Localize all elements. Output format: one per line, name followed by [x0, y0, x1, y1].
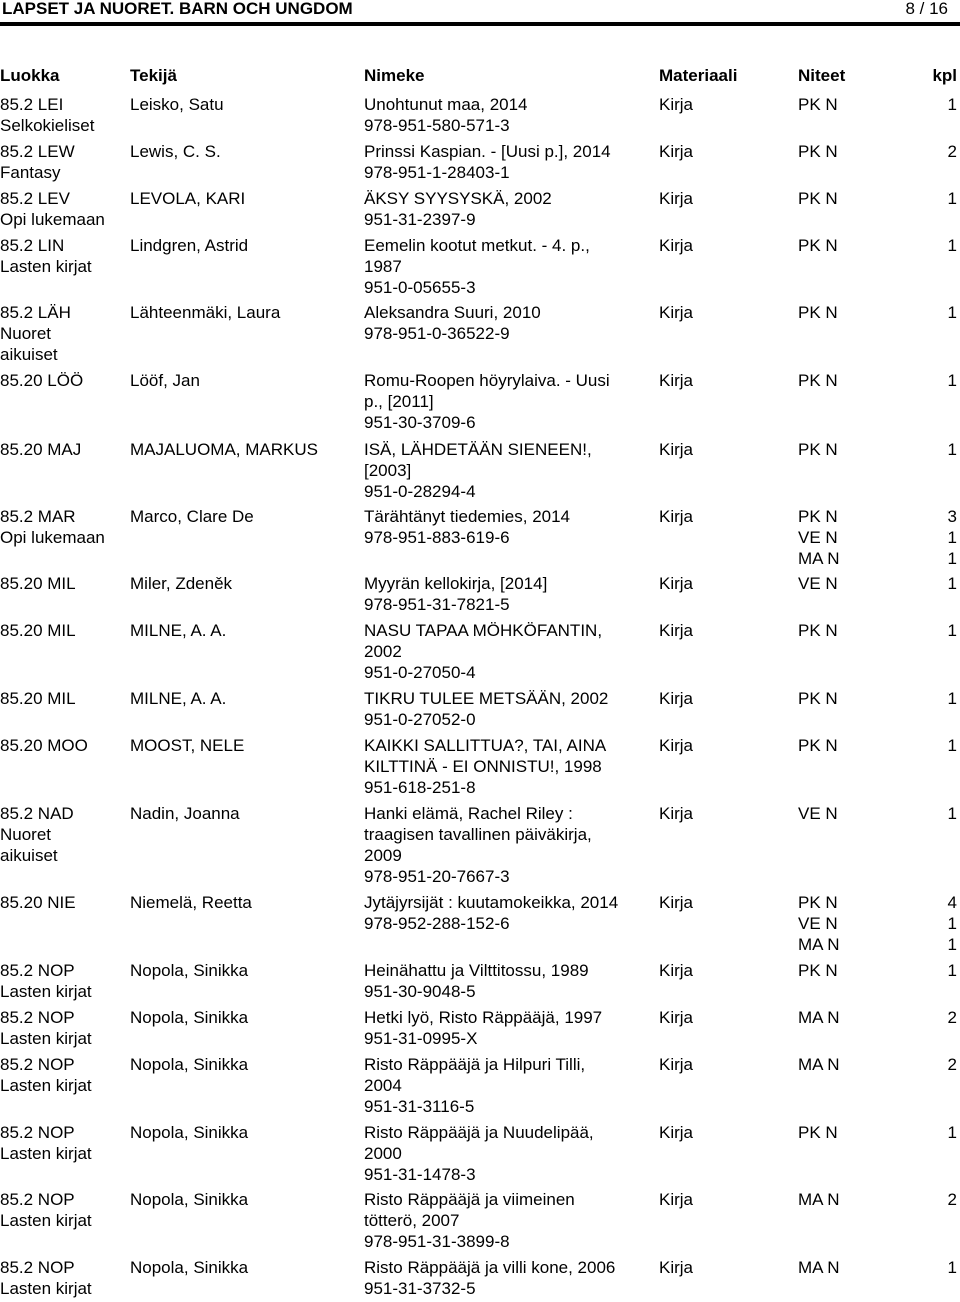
luokka-cell-line: 85.20 NIE: [0, 893, 76, 912]
nimeke-cell-line: 978-951-31-3899-8: [364, 1232, 510, 1251]
luokka-cell-line: Fantasy: [0, 163, 61, 182]
tekija-cell: Nadin, Joanna: [130, 804, 240, 823]
luokka-cell-line: 85.20 MIL: [0, 621, 76, 640]
niteet-cell: [798, 735, 838, 756]
luokka-cell: [0, 1122, 92, 1164]
nimeke-cell: [364, 735, 606, 798]
kpl-value: 1: [947, 621, 957, 640]
nimeke-cell: [364, 892, 618, 934]
niteet-cell: [798, 1257, 840, 1278]
luokka-cell-line: Lasten kirjat: [0, 1211, 92, 1230]
nimeke-cell-line: 951-30-3709-6: [364, 413, 476, 432]
nimeke-cell-line: 2009: [364, 846, 402, 865]
kpl-cell: [948, 141, 957, 162]
luokka-cell: [0, 1189, 92, 1231]
nimeke-cell-line: 978-951-20-7667-3: [364, 867, 510, 886]
niteet-cell: [798, 439, 838, 460]
nimeke-cell-line: 951-0-27052-0: [364, 710, 476, 729]
kpl-value: 1: [947, 1258, 957, 1277]
luokka-cell: [0, 235, 92, 277]
niteet-cell: [798, 188, 838, 209]
niteet-cell-line: PK N: [798, 440, 838, 459]
nimeke-cell: [364, 573, 547, 615]
tekija-cell: Lewis, C. S.: [130, 142, 221, 161]
niteet-cell-line: PK N: [798, 303, 838, 322]
luokka-cell: [0, 960, 92, 1002]
kpl-value: 1: [947, 549, 957, 568]
tekija-cell: Nopola, Sinikka: [130, 1258, 249, 1277]
nimeke-cell: [364, 439, 592, 502]
materiaali-cell: Kirja: [659, 142, 694, 161]
niteet-cell-line: VE N: [798, 804, 838, 823]
luokka-cell: [0, 735, 88, 756]
nimeke-cell-line: 2000: [364, 1144, 402, 1163]
niteet-cell: [798, 688, 838, 709]
luokka-cell-line: 85.2 NOP: [0, 1008, 75, 1027]
nimeke-cell-line: Eemelin kootut metkut. - 4. p.,: [364, 236, 590, 255]
column-header-tekija: Tekijä: [130, 66, 177, 85]
kpl-cell: [948, 235, 957, 256]
nimeke-cell-line: TIKRU TULEE METSÄÄN, 2002: [364, 689, 609, 708]
materiaali-cell: Kirja: [659, 440, 694, 459]
niteet-cell-line: PK N: [798, 142, 838, 161]
niteet-cell-line: MA N: [798, 935, 840, 954]
niteet-cell: [798, 1054, 840, 1075]
niteet-cell: [798, 506, 840, 569]
niteet-cell: [798, 960, 838, 981]
kpl-value: 1: [947, 804, 957, 823]
kpl-cell: [948, 803, 957, 824]
nimeke-cell-line: 951-0-05655-3: [364, 278, 476, 297]
luokka-cell: [0, 188, 105, 230]
tekija-cell: Nopola, Sinikka: [130, 961, 249, 980]
tekija-cell: MILNE, A. A.: [130, 621, 227, 640]
luokka-cell: [0, 439, 81, 460]
column-header-niteet: Niteet: [798, 66, 846, 85]
tekija-cell: Leisko, Satu: [130, 95, 224, 114]
kpl-cell: [948, 1054, 957, 1075]
nimeke-cell-line: NASU TAPAA MÖHKÖFANTIN,: [364, 621, 603, 640]
kpl-value: 2: [947, 142, 957, 161]
kpl-value: 3: [947, 507, 957, 526]
luokka-cell-line: Selkokieliset: [0, 116, 95, 135]
niteet-cell-line: PK N: [798, 507, 838, 526]
luokka-cell: [0, 573, 76, 594]
kpl-cell: [948, 188, 957, 209]
luokka-cell-line: 85.2 NOP: [0, 961, 75, 980]
nimeke-cell-line: 978-951-580-571-3: [364, 116, 510, 135]
luokka-cell-line: Lasten kirjat: [0, 982, 92, 1001]
kpl-value: 1: [947, 935, 957, 954]
niteet-cell: [798, 370, 838, 391]
tekija-cell: Lähteenmäki, Laura: [130, 303, 281, 322]
materiaali-cell: Kirja: [659, 1123, 694, 1142]
niteet-cell: [798, 803, 838, 824]
kpl-cell: [948, 370, 957, 391]
niteet-cell-line: VE N: [798, 528, 838, 547]
column-header-luokka: Luokka: [0, 66, 60, 85]
materiaali-cell: Kirja: [659, 189, 694, 208]
luokka-cell-line: Nuoret: [0, 825, 52, 844]
luokka-cell-line: 85.2 NOP: [0, 1190, 75, 1209]
nimeke-cell: [364, 94, 528, 136]
materiaali-cell: Kirja: [659, 507, 694, 526]
luokka-cell-line: 85.2 LEI: [0, 95, 64, 114]
luokka-cell: [0, 1257, 92, 1299]
nimeke-cell-line: 951-31-0995-X: [364, 1029, 478, 1048]
tekija-cell: Lindgren, Astrid: [130, 236, 249, 255]
page-number: 8 / 16: [905, 0, 948, 18]
kpl-value: 1: [947, 689, 957, 708]
tekija-cell: Niemelä, Reetta: [130, 893, 252, 912]
materiaali-cell: Kirja: [659, 893, 694, 912]
nimeke-cell-line: KAIKKI SALLITTUA?, TAI, AINA: [364, 736, 607, 755]
kpl-value: 2: [947, 1190, 957, 1209]
kpl-cell: [948, 302, 957, 323]
materiaali-cell: Kirja: [659, 1055, 694, 1074]
kpl-value: 1: [947, 914, 957, 933]
kpl-cell: [948, 960, 957, 981]
luokka-cell-line: 85.20 MOO: [0, 736, 88, 755]
niteet-cell: [798, 141, 838, 162]
kpl-value: 1: [947, 303, 957, 322]
nimeke-cell: [364, 620, 602, 683]
niteet-cell-line: PK N: [798, 95, 838, 114]
nimeke-cell-line: 951-618-251-8: [364, 778, 476, 797]
nimeke-cell-line: traagisen tavallinen päiväkirja,: [364, 825, 592, 844]
niteet-cell-line: MA N: [798, 1055, 840, 1074]
nimeke-cell-line: Hanki elämä, Rachel Riley :: [364, 804, 573, 823]
tekija-cell: MAJALUOMA, MARKUS: [130, 440, 318, 459]
materiaali-cell: Kirja: [659, 95, 694, 114]
nimeke-cell-line: 951-0-28294-4: [364, 482, 476, 501]
nimeke-cell: [364, 1122, 594, 1185]
nimeke-cell-line: 951-31-3732-5: [364, 1279, 476, 1298]
nimeke-cell-line: Risto Räppääjä ja villi kone, 2006: [364, 1258, 616, 1277]
nimeke-cell: [364, 370, 610, 433]
niteet-cell-line: PK N: [798, 621, 838, 640]
nimeke-cell: [364, 803, 592, 887]
luokka-cell-line: 85.2 NAD: [0, 804, 74, 823]
niteet-cell-line: VE N: [798, 574, 838, 593]
luokka-cell: [0, 1007, 92, 1049]
nimeke-cell-line: tötterö, 2007: [364, 1211, 460, 1230]
nimeke-cell: [364, 506, 570, 548]
niteet-cell-line: MA N: [798, 549, 840, 568]
materiaali-cell: Kirja: [659, 689, 694, 708]
luokka-cell-line: 85.20 MIL: [0, 689, 76, 708]
nimeke-cell-line: 951-31-2397-9: [364, 210, 476, 229]
niteet-cell: [798, 573, 838, 594]
luokka-cell: [0, 803, 74, 866]
luokka-cell-line: 85.2 LEW: [0, 142, 75, 161]
tekija-cell: MILNE, A. A.: [130, 689, 227, 708]
kpl-value: 1: [947, 736, 957, 755]
luokka-cell-line: 85.2 NOP: [0, 1123, 75, 1142]
nimeke-cell-line: Jytäjyrsijät : kuutamokeikka, 2014: [364, 893, 619, 912]
kpl-cell: [948, 620, 957, 641]
kpl-cell: [948, 688, 957, 709]
niteet-cell-line: PK N: [798, 736, 838, 755]
materiaali-cell: Kirja: [659, 804, 694, 823]
nimeke-cell-line: Myyrän kellokirja, [2014]: [364, 574, 548, 593]
materiaali-cell: Kirja: [659, 621, 694, 640]
nimeke-cell-line: Romu-Roopen höyrylaiva. - Uusi: [364, 371, 610, 390]
materiaali-cell: Kirja: [659, 1258, 694, 1277]
niteet-cell-line: PK N: [798, 1123, 838, 1142]
kpl-value: 2: [947, 1008, 957, 1027]
nimeke-cell: [364, 1257, 615, 1299]
nimeke-cell: [364, 688, 608, 730]
niteet-cell: [798, 302, 838, 323]
nimeke-cell: [364, 141, 611, 183]
luokka-cell-line: Lasten kirjat: [0, 1279, 92, 1298]
luokka-cell-line: 85.20 LÖÖ: [0, 371, 84, 390]
materiaali-cell: Kirja: [659, 303, 694, 322]
luokka-cell: [0, 506, 105, 548]
kpl-cell: [948, 439, 957, 460]
nimeke-cell-line: 2004: [364, 1076, 402, 1095]
tekija-cell: MOOST, NELE: [130, 736, 245, 755]
nimeke-cell-line: KILTTINÄ - EI ONNISTU!, 1998: [364, 757, 602, 776]
header-rule: [0, 22, 960, 26]
nimeke-cell-line: 978-951-31-7821-5: [364, 595, 510, 614]
nimeke-cell-line: p., [2011]: [364, 392, 434, 411]
kpl-value: 1: [947, 1123, 957, 1142]
niteet-cell: [798, 94, 838, 115]
column-header-nimeke: Nimeke: [364, 66, 425, 85]
kpl-value: 1: [947, 440, 957, 459]
nimeke-cell-line: ÄKSY SYYSYSKÄ, 2002: [364, 189, 552, 208]
nimeke-cell-line: Risto Räppääjä ja Nuudelipää,: [364, 1123, 594, 1142]
niteet-cell-line: PK N: [798, 961, 838, 980]
tekija-cell: Nopola, Sinikka: [130, 1008, 249, 1027]
column-header-kpl: kpl: [932, 66, 957, 85]
nimeke-cell-line: Risto Räppääjä ja viimeinen: [364, 1190, 575, 1209]
luokka-cell: [0, 892, 76, 913]
luokka-cell-line: 85.2 LEV: [0, 189, 70, 208]
luokka-cell: [0, 141, 75, 183]
niteet-cell-line: MA N: [798, 1258, 840, 1277]
nimeke-cell-line: 951-0-27050-4: [364, 663, 476, 682]
luokka-cell: [0, 620, 76, 641]
nimeke-cell-line: Risto Räppääjä ja Hilpuri Tilli,: [364, 1055, 586, 1074]
nimeke-cell-line: ISÄ, LÄHDETÄÄN SIENEEN!,: [364, 440, 592, 459]
nimeke-cell-line: [2003]: [364, 461, 412, 480]
luokka-cell-line: aikuiset: [0, 846, 58, 865]
tekija-cell: Nopola, Sinikka: [130, 1123, 249, 1142]
document-title: LAPSET JA NUORET. BARN OCH UNGDOM: [2, 0, 353, 18]
luokka-cell-line: Lasten kirjat: [0, 1029, 92, 1048]
nimeke-cell-line: Prinssi Kaspian. - [Uusi p.], 2014: [364, 142, 611, 161]
niteet-cell-line: PK N: [798, 689, 838, 708]
luokka-cell-line: Opi lukemaan: [0, 210, 105, 229]
column-header-materiaali: Materiaali: [659, 66, 738, 85]
kpl-value: 1: [947, 236, 957, 255]
nimeke-cell-line: Hetki lyö, Risto Räppääjä, 1997: [364, 1008, 603, 1027]
kpl-cell: [948, 735, 957, 756]
tekija-cell: Lööf, Jan: [130, 371, 200, 390]
luokka-cell-line: Lasten kirjat: [0, 257, 92, 276]
niteet-cell: [798, 1189, 840, 1210]
nimeke-cell-line: 978-951-1-28403-1: [364, 163, 510, 182]
nimeke-cell-line: Tärähtänyt tiedemies, 2014: [364, 507, 571, 526]
niteet-cell-line: PK N: [798, 189, 838, 208]
kpl-cell: [948, 1189, 957, 1210]
luokka-cell: [0, 302, 71, 365]
nimeke-cell-line: 951-30-9048-5: [364, 982, 476, 1001]
nimeke-cell-line: 951-31-1478-3: [364, 1165, 476, 1184]
nimeke-cell: [364, 235, 590, 298]
tekija-cell: Miler, Zdeněk: [130, 574, 233, 593]
tekija-cell: Nopola, Sinikka: [130, 1190, 249, 1209]
kpl-cell: [948, 1257, 957, 1278]
kpl-value: 1: [947, 574, 957, 593]
materiaali-cell: Kirja: [659, 1190, 694, 1209]
niteet-cell-line: PK N: [798, 236, 838, 255]
niteet-cell: [798, 892, 840, 955]
niteet-cell: [798, 235, 838, 256]
tekija-cell: Marco, Clare De: [130, 507, 254, 526]
nimeke-cell: [364, 302, 541, 344]
kpl-cell: [948, 892, 957, 955]
luokka-cell-line: 85.20 MAJ: [0, 440, 82, 459]
materiaali-cell: Kirja: [659, 371, 694, 390]
nimeke-cell: [364, 1007, 602, 1049]
luokka-cell-line: 85.2 MAR: [0, 507, 76, 526]
kpl-value: 4: [947, 893, 957, 912]
niteet-cell-line: MA N: [798, 1190, 840, 1209]
kpl-value: 1: [947, 371, 957, 390]
nimeke-cell-line: Aleksandra Suuri, 2010: [364, 303, 541, 322]
luokka-cell: [0, 1054, 92, 1096]
luokka-cell: [0, 370, 83, 391]
kpl-value: 1: [947, 95, 957, 114]
nimeke-cell-line: 978-952-288-152-6: [364, 914, 510, 933]
kpl-value: 2: [947, 1055, 957, 1074]
tekija-cell: LEVOLA, KARI: [130, 189, 246, 208]
luokka-cell-line: aikuiset: [0, 345, 58, 364]
luokka-cell: [0, 94, 95, 136]
nimeke-cell-line: Heinähattu ja Vilttitossu, 1989: [364, 961, 589, 980]
luokka-cell-line: 85.2 LÄH: [0, 303, 71, 322]
luokka-cell: [0, 688, 76, 709]
tekija-cell: Nopola, Sinikka: [130, 1055, 249, 1074]
materiaali-cell: Kirja: [659, 236, 694, 255]
luokka-cell-line: Nuoret: [0, 324, 52, 343]
kpl-value: 1: [947, 189, 957, 208]
kpl-cell: [948, 573, 957, 594]
luokka-cell-line: 85.2 NOP: [0, 1258, 75, 1277]
kpl-cell: [948, 94, 957, 115]
luokka-cell-line: Lasten kirjat: [0, 1076, 92, 1095]
nimeke-cell: [364, 188, 552, 230]
niteet-cell-line: PK N: [798, 893, 838, 912]
niteet-cell: [798, 1007, 840, 1028]
materiaali-cell: Kirja: [659, 961, 694, 980]
luokka-cell-line: Lasten kirjat: [0, 1144, 92, 1163]
nimeke-cell-line: 978-951-0-36522-9: [364, 324, 510, 343]
niteet-cell: [798, 1122, 838, 1143]
nimeke-cell: [364, 1189, 575, 1252]
kpl-cell: [948, 1122, 957, 1143]
materiaali-cell: Kirja: [659, 736, 694, 755]
nimeke-cell-line: 978-951-883-619-6: [364, 528, 510, 547]
nimeke-cell-line: 2002: [364, 642, 402, 661]
kpl-cell: [948, 506, 957, 569]
luokka-cell-line: Opi lukemaan: [0, 528, 105, 547]
nimeke-cell: [364, 1054, 585, 1117]
nimeke-cell-line: 951-31-3116-5: [364, 1097, 475, 1116]
nimeke-cell-line: 1987: [364, 257, 402, 276]
niteet-cell-line: VE N: [798, 914, 838, 933]
nimeke-cell-line: Unohtunut maa, 2014: [364, 95, 528, 114]
luokka-cell-line: 85.2 NOP: [0, 1055, 75, 1074]
luokka-cell-line: 85.2 LIN: [0, 236, 65, 255]
materiaali-cell: Kirja: [659, 1008, 694, 1027]
materiaali-cell: Kirja: [659, 574, 694, 593]
niteet-cell-line: PK N: [798, 371, 838, 390]
nimeke-cell: [364, 960, 589, 1002]
luokka-cell-line: 85.20 MIL: [0, 574, 76, 593]
niteet-cell: [798, 620, 838, 641]
niteet-cell-line: MA N: [798, 1008, 840, 1027]
kpl-value: 1: [947, 528, 957, 547]
kpl-value: 1: [947, 961, 957, 980]
kpl-cell: [948, 1007, 957, 1028]
